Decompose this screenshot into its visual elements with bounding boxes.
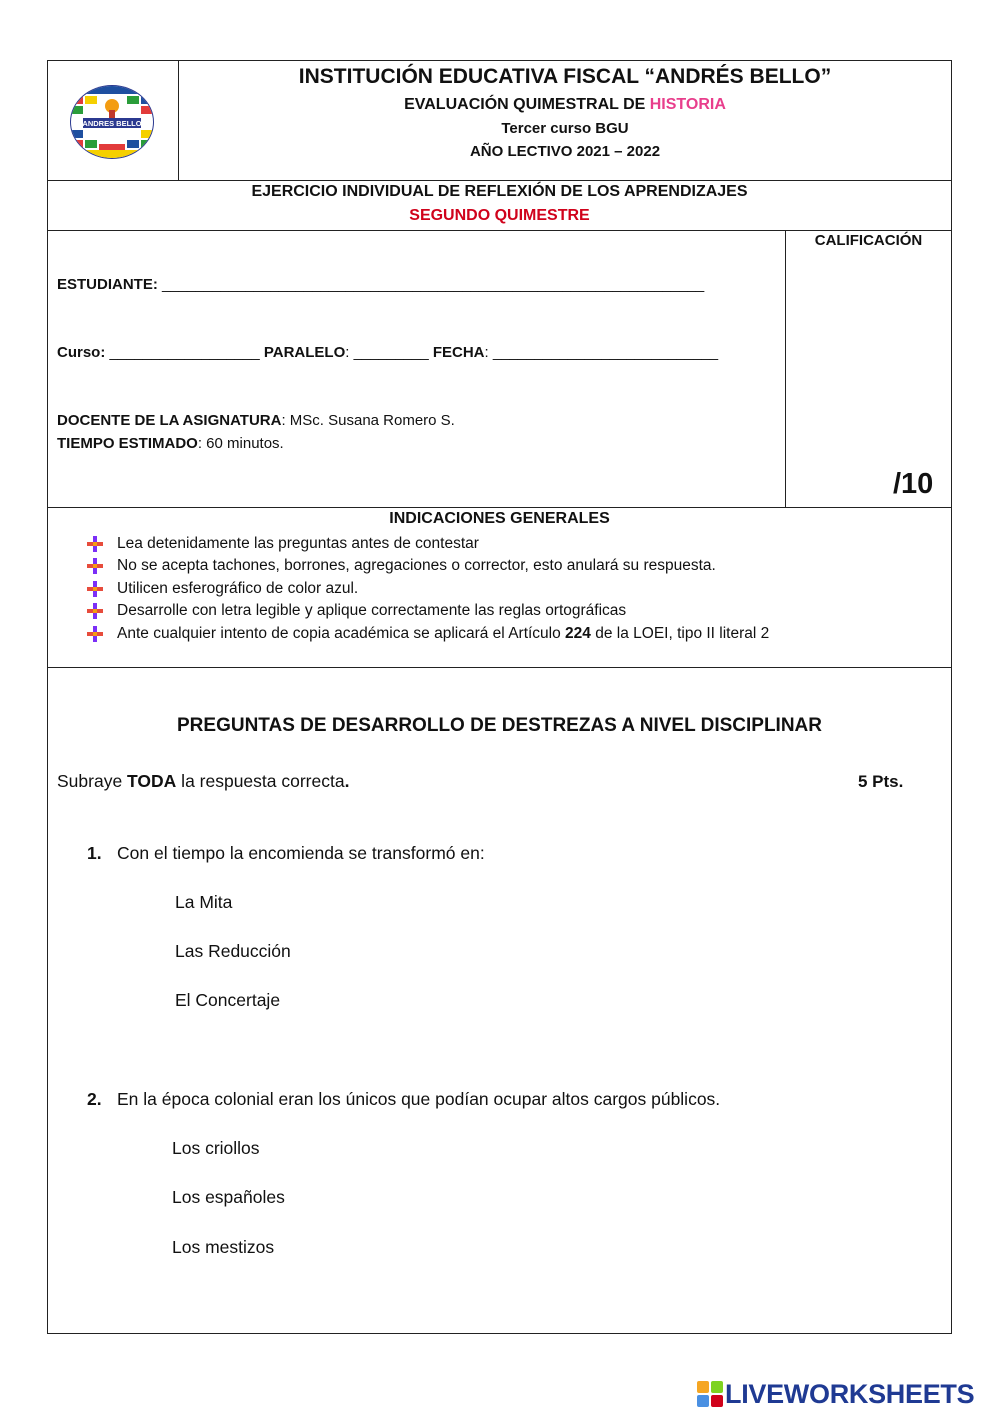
instruction-item — [86, 601, 626, 621]
instruction-text: Lea detenidamente las preguntas antes de contestar — [117, 535, 479, 552]
instruction-suffix: la respuesta correcta — [176, 771, 345, 791]
points-label: 5 Pts. — [858, 772, 904, 791]
teacher-row — [57, 412, 455, 429]
school-logo — [69, 84, 155, 160]
questions-title: PREGUNTAS DE DESARROLLO DE DESTREZAS A NIVEL DISCIPLINAR — [177, 715, 822, 736]
instruction-text: Utilicen esferográfico de color azul. — [117, 580, 359, 597]
answer-option[interactable]: Los mestizos — [172, 1237, 275, 1257]
instruction-emphasis: TODA — [127, 771, 177, 791]
section-divider — [47, 230, 952, 231]
evaluation-title — [178, 96, 952, 114]
date-line[interactable]: : ___________________________ — [484, 344, 719, 361]
answer-option[interactable]: La Mita — [175, 892, 233, 912]
parallel-line[interactable]: : _________ — [345, 344, 429, 361]
logo-text: ANDRES BELLO — [82, 119, 142, 128]
student-field[interactable] — [57, 276, 704, 293]
school-year: AÑO LECTIVO 2021 – 2022 — [469, 143, 661, 160]
evaluation-prefix: EVALUACIÓN QUIMESTRAL DE — [404, 96, 650, 113]
instruction-item — [86, 624, 769, 644]
section-subtitle: SEGUNDO QUIMESTRE — [409, 207, 590, 224]
grade-divider — [785, 230, 786, 507]
liveworksheets-logo-icon — [697, 1381, 723, 1407]
instruction-item — [86, 579, 358, 599]
answer-option[interactable]: Los criollos — [172, 1138, 260, 1158]
cross-bullet-icon — [86, 602, 104, 620]
instruction-prefix: Subraye — [57, 771, 128, 791]
question-number: 1. — [87, 843, 102, 863]
student-line[interactable]: _________________________________________________________________ — [162, 276, 705, 293]
instruction-dot: . — [344, 771, 350, 791]
article-number: 224 — [565, 625, 591, 642]
brand-text: LIVEWORKSHEETS — [725, 1378, 975, 1409]
question-text: Con el tiempo la encomienda se transformó en: — [117, 843, 485, 863]
time-label: TIEMPO ESTIMADO — [57, 435, 198, 452]
question-number: 2. — [87, 1089, 102, 1109]
cross-bullet-icon — [86, 557, 104, 575]
date-label: FECHA — [432, 344, 485, 361]
cross-bullet-icon — [86, 625, 104, 643]
time-row — [57, 435, 284, 452]
instruction-prefix: Ante cualquier intento de copia académica se aplicará el Artículo — [117, 625, 566, 642]
grade-label: CALIFICACIÓN — [814, 232, 923, 249]
student-label: ESTUDIANTE: — [57, 276, 158, 293]
answer-option[interactable]: Los españoles — [172, 1187, 285, 1207]
answer-option[interactable]: Las Reducción — [175, 941, 291, 961]
instruction-text: No se acepta tachones, borrones, agregaciones o corrector, esto anulará su respuesta. — [117, 557, 716, 574]
liveworksheets-brand[interactable] — [697, 1377, 974, 1411]
institution-title: INSTITUCIÓN EDUCATIVA FISCAL “ANDRÉS BELLO” — [298, 65, 832, 88]
question-2 — [87, 1089, 720, 1110]
instruction-text: Desarrolle con letra legible y aplique correctamente las reglas ortográficas — [117, 602, 627, 619]
course-level: Tercer curso BGU — [501, 120, 629, 137]
cross-bullet-icon — [86, 535, 104, 553]
instruction-suffix: de la LOEI, tipo II literal 2 — [590, 625, 770, 642]
course-line[interactable]: __________________ — [109, 344, 260, 361]
cross-bullet-icon — [86, 580, 104, 598]
answer-option[interactable]: El Concertaje — [175, 990, 281, 1010]
teacher-label: DOCENTE DE LA ASIGNATURA — [57, 412, 282, 429]
instruction-item — [86, 534, 479, 554]
instructions-title: INDICACIONES GENERALES — [389, 510, 610, 527]
instructions-divider — [47, 667, 952, 668]
instruction-item — [86, 556, 716, 576]
instruction-text — [117, 625, 769, 643]
course-label: Curso: — [57, 344, 106, 361]
evaluation-subject: HISTORIA — [649, 96, 726, 113]
question-text: En la época colonial eran los únicos que podían ocupar altos cargos públicos. — [117, 1089, 721, 1109]
teacher-value: : MSc. Susana Romero S. — [281, 412, 455, 429]
time-value: : 60 minutos. — [197, 435, 284, 452]
header-divider — [47, 180, 952, 181]
section-title: EJERCICIO INDIVIDUAL DE REFLEXIÓN DE LOS APRENDIZAJES — [251, 183, 748, 200]
question-1 — [87, 843, 485, 864]
grade-max: /10 — [893, 468, 934, 500]
parallel-label: PARALELO — [263, 344, 346, 361]
questions-instruction — [57, 771, 349, 792]
info-divider — [47, 507, 952, 508]
course-row — [57, 344, 718, 361]
